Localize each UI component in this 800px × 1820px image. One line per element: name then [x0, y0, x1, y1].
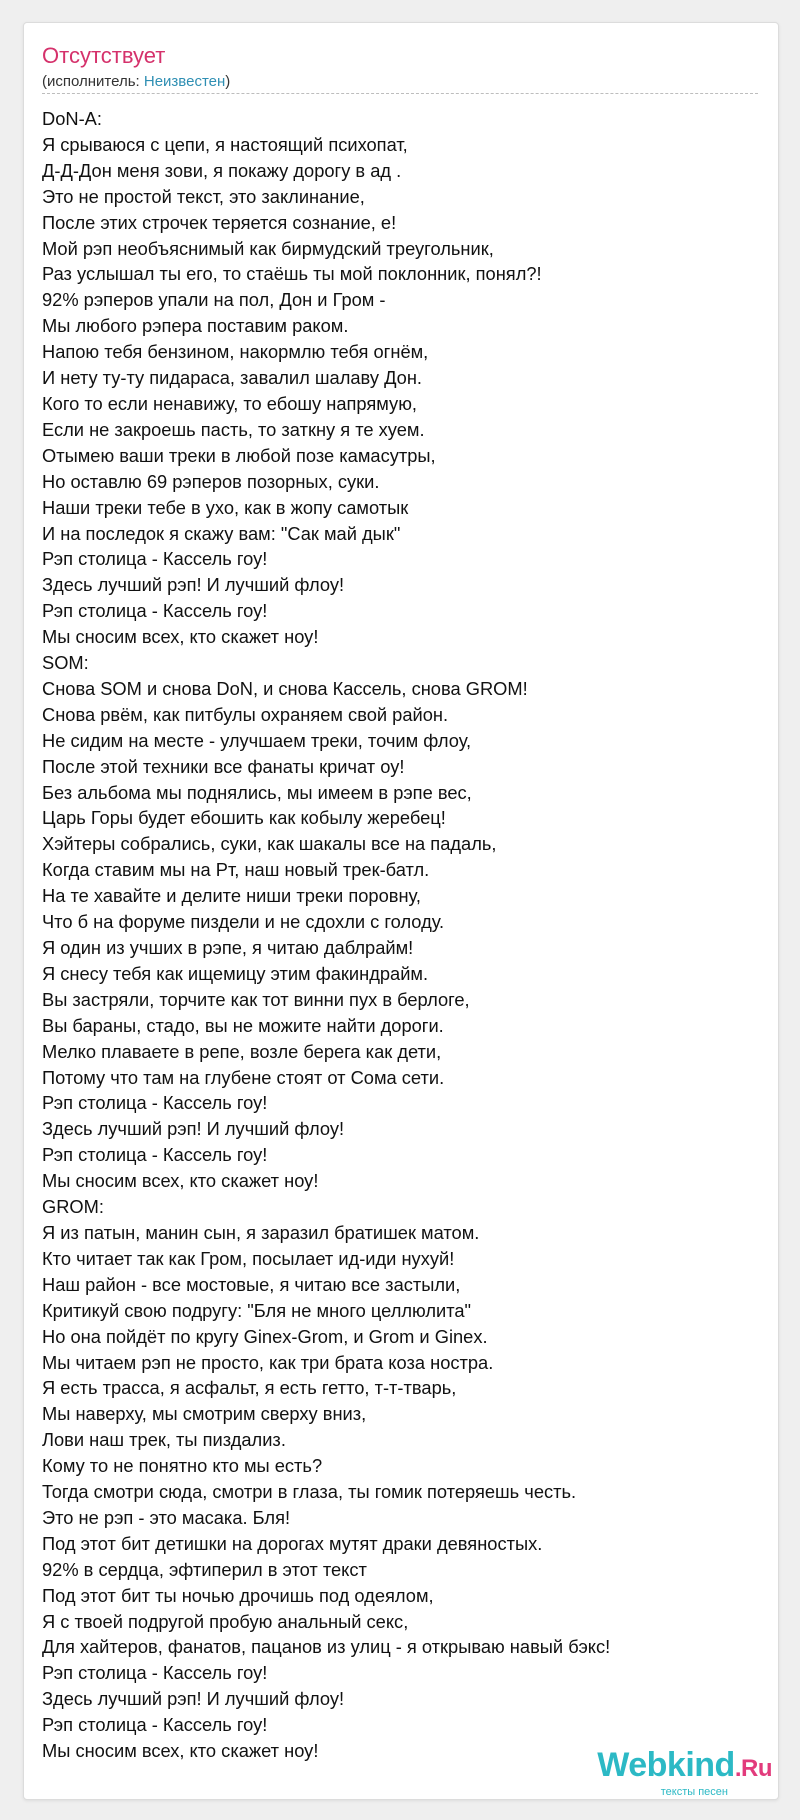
lyric-line: Вы застряли, торчите как тот винни пух в берлоге, — [42, 988, 470, 1010]
lyric-line: Здесь лучший рэп! И лучший флоу! — [42, 1118, 345, 1140]
lyric-line: Я с твоей подругой пробую анальный секс, — [42, 1610, 409, 1632]
lyric-line: Я снесу тебя как ищемицу этим факиндрайм. — [42, 962, 429, 984]
lyric-line: И нету ту-ту пидараса, завалил шалаву Дон. — [42, 367, 422, 389]
lyric-line: Кого то если ненавижу, то ебошу напрямую, — [42, 392, 417, 414]
lyric-line: Мы сносим всех, кто скажет ноу! — [42, 626, 319, 648]
lyric-line: Я срываюся с цепи, я настоящий психопат, — [42, 133, 408, 155]
lyric-line: Тогда смотри сюда, смотри в глаза, ты гомик потеряешь честь. — [42, 1481, 577, 1503]
lyric-line: Не сидим на месте - улучшаем треки, точим флоу, — [42, 729, 472, 751]
lyric-line: Рэп столица - Кассель гоу! — [42, 1714, 268, 1736]
lyric-line: Рэп столица - Кассель гоу! — [42, 1144, 268, 1166]
lyric-line: Рэп столица - Кассель гоу! — [42, 548, 268, 570]
artist-suffix: ) — [225, 73, 231, 90]
lyric-line: Но она пойдёт по кругу Ginex-Grom, и Grom и Ginex. — [42, 1325, 488, 1347]
lyric-line: Наши треки тебе в ухо, как в жопу самотык — [42, 496, 409, 518]
lyric-line: Здесь лучший рэп! И лучший флоу! — [42, 574, 345, 596]
lyric-line: Когда ставим мы на Рт, наш новый трек-батл. — [42, 859, 430, 881]
header-divider — [42, 93, 758, 94]
lyric-line: Рэп столица - Кассель гоу! — [42, 600, 268, 622]
lyric-line: Без альбома мы поднялись, мы имеем в рэпе вес, — [42, 781, 472, 803]
lyric-line: Это не простой текст, это заклинание, — [42, 185, 365, 207]
lyric-line: Мы наверху, мы смотрим сверху вниз, — [42, 1403, 367, 1425]
lyric-line: Я есть трасса, я асфальт, я есть гетто, т-т-тварь, — [42, 1377, 457, 1399]
lyric-line: Я один из учших в рэпе, я читаю даблрайм! — [42, 937, 414, 958]
lyric-line: 92% в сердца, эфтиперил в этот текст — [42, 1558, 367, 1580]
lyric-line: Мы читаем рэп не просто, как три брата коза ностра. — [42, 1351, 494, 1373]
lyric-line: После этой техники все фанаты кричат оу! — [42, 755, 405, 777]
lyric-line: Для хайтеров, фанатов, пацанов из улиц - я открываю навый бэкс! — [42, 1636, 611, 1658]
lyric-line: Напою тебя бензином, накормлю тебя огнём, — [42, 341, 429, 363]
lyric-line: Мой рэп необъяснимый как бирмудский треугольник, — [42, 237, 494, 259]
lyric-line: Мы сносим всех, кто скажет ноу! — [42, 1740, 319, 1762]
lyric-line: Потому что там на глубене стоят от Сома сети. — [42, 1066, 445, 1088]
lyric-line: Мы сносим всех, кто скажет ноу! — [42, 1170, 319, 1192]
lyric-line: Отымею ваши треки в любой позе камасутры, — [42, 444, 436, 466]
lyric-line: Под этот бит детишки на дорогах мутят драки девяностых. — [42, 1532, 543, 1554]
lyric-line: SOM: — [42, 652, 89, 674]
lyric-line: Д-Д-Дон меня зови, я покажу дорогу в ад . — [42, 159, 402, 181]
lyric-line: Царь Горы будет ебошить как кобылу жеребец! — [42, 807, 446, 829]
logo-wordmark — [597, 1748, 772, 1786]
logo-tld: .Ru — [734, 1755, 772, 1782]
lyric-line: Снова рвём, как питбулы охраняем свой район. — [42, 703, 449, 725]
lyric-line: Мы любого рэпера поставим раком. — [42, 315, 349, 337]
lyric-line: Это не рэп - это масака. Бля! — [42, 1506, 291, 1528]
lyric-line: Под этот бит ты ночью дрочишь под одеялом, — [42, 1584, 434, 1606]
lyrics-text — [42, 106, 762, 1764]
artist-link[interactable]: Неизвестен — [143, 73, 226, 90]
lyric-line: Кому то не понятно кто мы есть? — [42, 1455, 323, 1477]
lyric-line: Лови наш трек, ты пиздализ. — [42, 1429, 286, 1451]
logo-tagline: тексты песен — [660, 1786, 728, 1798]
song-title: Отсутствует — [42, 43, 166, 68]
artist-prefix: (исполнитель: — [42, 73, 144, 90]
lyric-line: Наш район - все мостовые, я читаю все застыли, — [42, 1273, 461, 1295]
lyric-line: Раз услышал ты его, то стаёшь ты мой поклонник, понял?! — [42, 263, 542, 285]
lyric-line: Хэйтеры собрались, суки, как шакалы все на падаль, — [42, 833, 497, 855]
lyric-line: Снова SOM и снова DoN, и снова Кассель, снова GROM! — [42, 677, 528, 699]
lyric-line: Здесь лучший рэп! И лучший флоу! — [42, 1688, 345, 1710]
lyric-line: 92% рэперов упали на пол, Дон и Гром - — [42, 289, 386, 311]
lyric-line: На те хавайте и делите ниши треки поровну, — [42, 885, 421, 907]
site-logo[interactable] — [597, 1748, 772, 1798]
lyric-line: Критикуй свою подругу: "Бля не много целлюлита" — [42, 1299, 472, 1321]
lyric-line: Рэп столица - Кассель гоу! — [42, 1662, 268, 1684]
lyric-line: Рэп столица - Кассель гоу! — [42, 1092, 268, 1114]
artist-line — [42, 73, 230, 91]
lyric-line: Кто читает так как Гром, посылает ид-иди нухуй! — [42, 1247, 455, 1269]
lyric-line: Вы бараны, стадо, вы не можите найти дороги. — [42, 1014, 444, 1036]
lyric-line: Но оставлю 69 рэперов позорных, суки. — [42, 470, 380, 492]
logo-name: Webkind — [597, 1746, 735, 1784]
lyric-line: DoN-A: — [42, 108, 102, 129]
lyric-line: После этих строчек теряется сознание, е! — [42, 211, 397, 233]
lyric-line: Что б на форуме пиздели и не сдохли с голоду. — [42, 911, 445, 933]
lyric-line: Если не закроешь пасть, то заткну я те хуем. — [42, 418, 425, 440]
lyric-line: GROM: — [42, 1196, 104, 1218]
lyric-line: Мелко плаваете в репе, возле берега как дети, — [42, 1040, 442, 1062]
lyric-line: Я из патын, манин сын, я заразил братишек матом. — [42, 1221, 480, 1243]
lyric-line: И на последок я скажу вам: "Сак май дык" — [42, 522, 401, 544]
